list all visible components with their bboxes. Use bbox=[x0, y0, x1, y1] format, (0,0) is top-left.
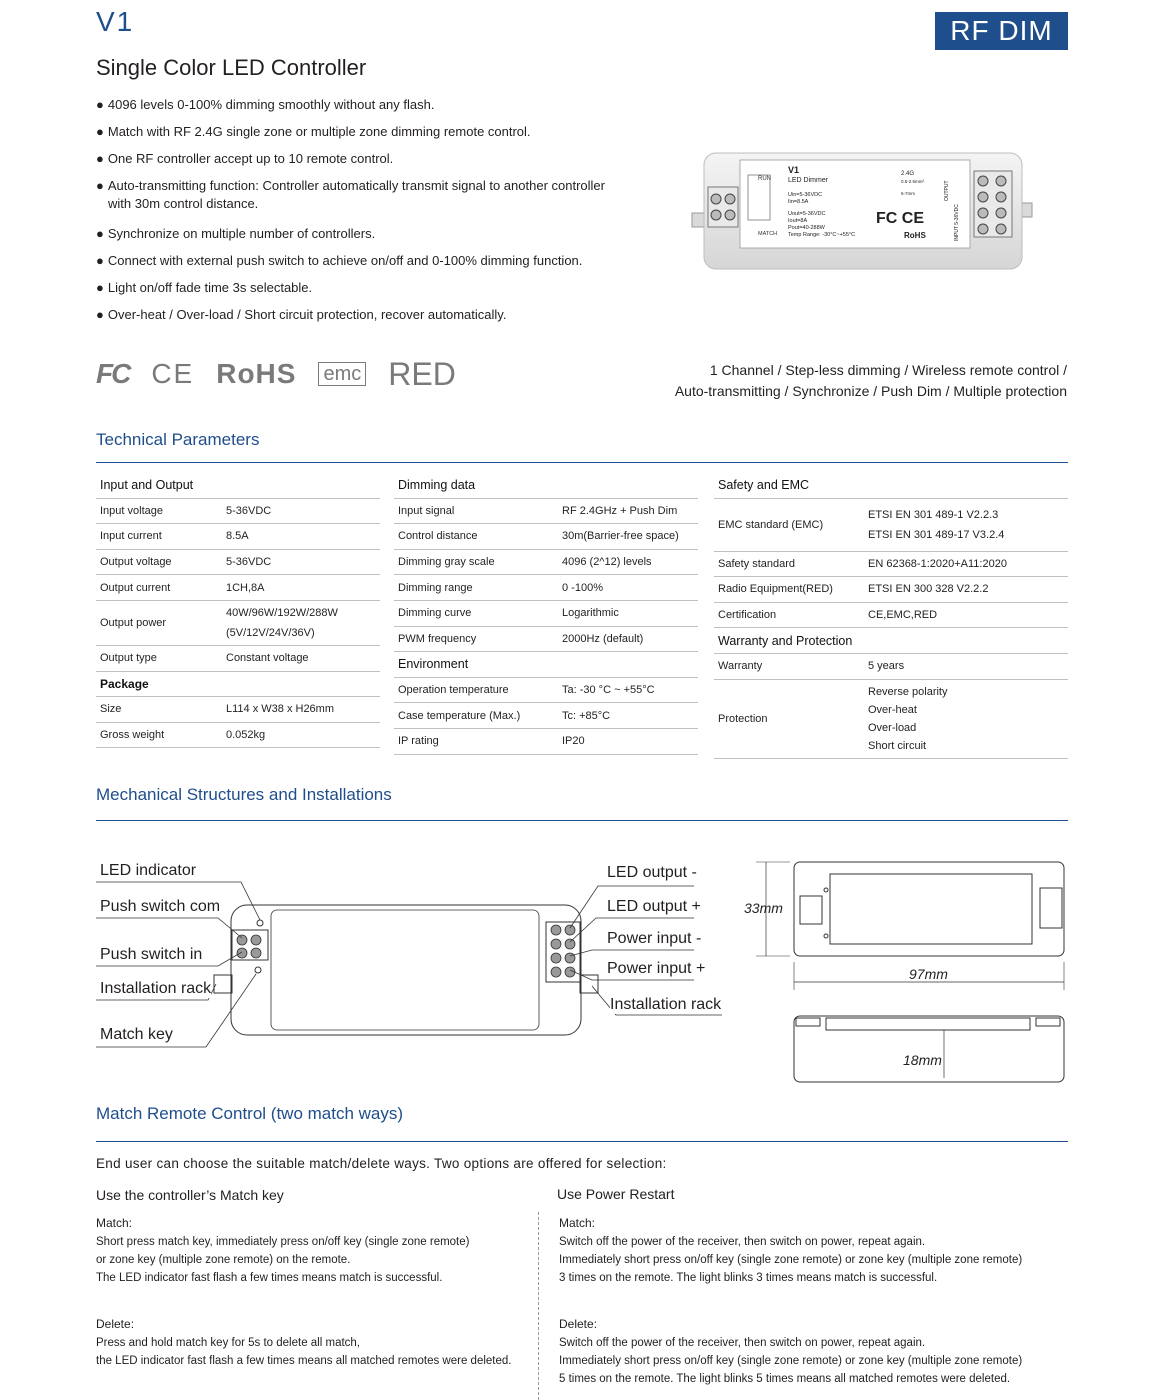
label-led-output-minus: LED output - bbox=[607, 864, 697, 881]
table-header: Input and Output bbox=[96, 473, 380, 498]
label-spec: Uin=5-36VDC bbox=[788, 192, 823, 198]
screw-icon bbox=[996, 176, 1006, 186]
table-header: Dimming data bbox=[394, 473, 698, 498]
screw-icon bbox=[251, 948, 261, 958]
left-match-head: Match: bbox=[96, 1216, 133, 1230]
bullet-icon: ● bbox=[96, 253, 104, 268]
label-push-switch-in: Push switch in bbox=[100, 946, 203, 963]
label-power-input-plus: Power input + bbox=[607, 960, 706, 977]
screw-icon bbox=[725, 210, 735, 220]
table-row: Radio Equipment(RED) ETSI EN 300 328 V2.2.2 bbox=[714, 577, 1068, 603]
table-header: Environment bbox=[394, 652, 698, 678]
side-view-outline bbox=[794, 1016, 1064, 1082]
top-view-terminal bbox=[800, 896, 822, 924]
feature-item: ● Connect with external push switch to achieve on/off and 0-100% dimming function. bbox=[96, 253, 583, 268]
table-input-output bbox=[96, 473, 380, 748]
table-dimming bbox=[394, 473, 698, 755]
feature-item: ● Match with RF 2.4G single zone or multiple zone dimming remote control. bbox=[96, 124, 531, 139]
table-row: Certification CE,EMC,RED bbox=[714, 602, 1068, 628]
wire-label: 0.5-2.5mm² bbox=[901, 179, 925, 184]
screw-icon bbox=[551, 925, 561, 935]
feature-item: ● 4096 levels 0-100% dimming smoothly without any flash. bbox=[96, 97, 435, 112]
ce-logo: CE bbox=[151, 358, 195, 389]
screw-icon bbox=[565, 939, 575, 949]
section-divider bbox=[96, 1141, 1068, 1142]
screw-icon bbox=[237, 935, 247, 945]
bullet-icon: ● bbox=[96, 178, 104, 193]
screw-icon bbox=[237, 948, 247, 958]
cover-panel bbox=[271, 910, 539, 1030]
bullet-icon: ● bbox=[96, 307, 104, 322]
certification-logos bbox=[96, 352, 456, 396]
bullet-icon: ● bbox=[96, 226, 104, 241]
label-installation-rack-right: Installation rack bbox=[610, 996, 722, 1013]
label-power-input-minus: Power input - bbox=[607, 930, 702, 947]
bullet-icon: ● bbox=[96, 151, 104, 166]
table-row: Input signal RF 2.4GHz + Push Dim bbox=[394, 498, 698, 524]
feature-item: ● Over-heat / Over-load / Short circuit protection, recover automatically. bbox=[96, 307, 507, 322]
table-row: Protection Reverse polarity Over-heat Over-load Short circuit bbox=[714, 679, 1068, 758]
table-row: Warranty 5 years bbox=[714, 653, 1068, 679]
table-row: Output voltage 5-36VDC bbox=[96, 549, 380, 575]
feature-item: ● One RF controller accept up to 10 remote control. bbox=[96, 151, 394, 166]
table-row: PWM frequency 2000Hz (default) bbox=[394, 626, 698, 652]
side-view-slot bbox=[826, 1018, 1030, 1030]
column-divider bbox=[538, 1212, 539, 1400]
match-intro: End user can choose the suitable match/delete ways. Two options are offered for selection: bbox=[96, 1156, 667, 1171]
leader-line bbox=[96, 918, 242, 938]
table-row: Dimming gray scale 4096 (2^12) levels bbox=[394, 549, 698, 575]
screw-icon bbox=[996, 208, 1006, 218]
side-view-tab bbox=[796, 1018, 820, 1026]
table-row: Dimming curve Logarithmic bbox=[394, 600, 698, 626]
top-view-outline bbox=[794, 862, 1064, 956]
strip-label: 6-7mm bbox=[901, 191, 916, 196]
bullet-icon: ● bbox=[96, 124, 104, 139]
table-row: IP rating IP20 bbox=[394, 728, 698, 754]
screw-icon bbox=[978, 224, 988, 234]
label-push-switch-com: Push switch com bbox=[100, 898, 221, 915]
left-delete-steps: Press and hold match key for 5s to delete all match, the LED indicator fast flash a few times means all matched remotes were deleted. bbox=[96, 1337, 512, 1367]
label-spec: Iin=8.5A bbox=[788, 199, 809, 205]
table-header: Warranty and Protection bbox=[714, 628, 1068, 654]
table-row: EMC standard (EMC) ETSI EN 301 489-1 V2.2.3 ETSI EN 301 489-17 V3.2.4 bbox=[714, 498, 1068, 551]
screw-icon bbox=[725, 194, 735, 204]
screw-icon bbox=[251, 935, 261, 945]
section-title-mechanical: Mechanical Structures and Installations bbox=[96, 785, 392, 804]
table-row: Input voltage 5-36VDC bbox=[96, 498, 380, 524]
screw-icon bbox=[978, 192, 988, 202]
right-delete-head: Delete: bbox=[559, 1317, 598, 1331]
dimension-height: 33mm bbox=[744, 900, 783, 916]
product-title: Single Color LED Controller bbox=[96, 55, 367, 80]
leader-line bbox=[570, 950, 694, 956]
top-view-panel bbox=[830, 874, 1032, 944]
product-photo bbox=[690, 145, 1035, 275]
match-key-icon bbox=[824, 934, 828, 938]
table-safety bbox=[714, 473, 1068, 759]
table-header: Safety and EMC bbox=[714, 473, 1068, 498]
controller-outline bbox=[231, 905, 581, 1035]
screw-icon bbox=[711, 194, 721, 204]
model-name: V1 bbox=[96, 6, 135, 37]
table-row: Safety standard EN 62368-1:2020+A11:2020 bbox=[714, 551, 1068, 577]
table-header: Package bbox=[96, 671, 380, 697]
left-delete-head: Delete: bbox=[96, 1317, 135, 1331]
dimension-length: 97mm bbox=[909, 966, 948, 982]
table-row: Size L114 x W38 x H26mm bbox=[96, 697, 380, 723]
feature-item: ● Light on/off fade time 3s selectable. bbox=[96, 280, 313, 295]
output-label: OUTPUT bbox=[944, 180, 950, 201]
right-match-steps: Switch off the power of the receiver, then switch on power, repeat again. Immediately short press on/off key (single zone remote) or zone key (multiple zone remote) 3 times on the remote. The light blinks 3 times means match is successful. bbox=[559, 1236, 1023, 1284]
side-view-tab bbox=[1036, 1018, 1060, 1026]
rohs-logo: RoHS bbox=[216, 358, 297, 389]
table-row: Output current 1CH,8A bbox=[96, 575, 380, 601]
screw-icon bbox=[978, 208, 988, 218]
table-row: Operation temperature Ta: -30 °C ~ +55°C bbox=[394, 677, 698, 703]
label-spec: Uout=5-36VDC bbox=[788, 211, 826, 217]
bullet-icon: ● bbox=[96, 280, 104, 295]
left-match-steps: Short press match key, immediately press on/off key (single zone remote) or zone key (multiple zone remote) on the remote. The LED indicator fast flash a few times means match is successful. bbox=[96, 1236, 470, 1284]
table-row: Control distance 30m(Barrier-free space) bbox=[394, 524, 698, 550]
label-led-output-plus: LED output + bbox=[607, 898, 701, 915]
label-rohs: RoHS bbox=[904, 231, 926, 240]
right-match-head: Match: bbox=[559, 1216, 596, 1230]
screw-icon bbox=[996, 192, 1006, 202]
section-divider bbox=[96, 462, 1068, 463]
section-divider bbox=[96, 820, 1068, 821]
label-marks: FC CE bbox=[876, 210, 924, 227]
label-spec: Pout=40-288W bbox=[788, 225, 825, 231]
screw-icon bbox=[565, 953, 575, 963]
dimension-thickness: 18mm bbox=[903, 1052, 942, 1068]
screw-icon bbox=[711, 210, 721, 220]
label-match-key: Match key bbox=[100, 1026, 173, 1043]
red-logo: RED bbox=[388, 355, 456, 392]
feature-item-continuation: with 30m control distance. bbox=[108, 196, 259, 211]
table-row: Gross weight 0.052kg bbox=[96, 722, 380, 748]
feature-item: ● Synchronize on multiple number of controllers. bbox=[96, 226, 376, 241]
category-badge: RF DIM bbox=[935, 12, 1068, 50]
screw-icon bbox=[551, 953, 561, 963]
label-installation-rack-left: Installation rack bbox=[100, 980, 212, 997]
label-spec: Temp Range: -30°C~+55°C bbox=[788, 232, 856, 238]
bullet-icon: ● bbox=[96, 97, 104, 112]
method-title-match-key: Use the controller’s Match key bbox=[96, 1187, 284, 1203]
emc-logo: emc bbox=[318, 362, 366, 386]
match-label: MATCH bbox=[758, 231, 778, 237]
table-row: Case temperature (Max.) Tc: +85°C bbox=[394, 703, 698, 729]
input-label: INPUT 5-36VDC bbox=[954, 204, 960, 241]
table-row: Output type Constant voltage bbox=[96, 645, 380, 671]
label-spec: Iout=8A bbox=[788, 218, 808, 224]
rf-label: 2.4G bbox=[901, 171, 915, 177]
screw-icon bbox=[565, 925, 575, 935]
label-led-indicator: LED indicator bbox=[100, 862, 197, 879]
table-row: Output power 40W/96W/192W/288W (5V/12V/24V/36V) bbox=[96, 600, 380, 645]
screw-icon bbox=[551, 967, 561, 977]
section-title-match: Match Remote Control (two match ways) bbox=[96, 1104, 404, 1123]
run-label: RUN bbox=[758, 176, 771, 182]
fcc-logo: FC bbox=[96, 358, 130, 389]
top-view-terminal bbox=[1040, 888, 1062, 928]
screw-icon bbox=[551, 939, 561, 949]
match-key-icon bbox=[255, 967, 261, 973]
label-model: V1 bbox=[788, 165, 800, 175]
feature-item: ● Auto-transmitting function: Controller automatically transmit signal to another controller bbox=[96, 178, 605, 193]
section-title-technical: Technical Parameters bbox=[96, 430, 260, 449]
led-indicator-icon bbox=[257, 920, 263, 926]
rack-left bbox=[214, 975, 232, 993]
feature-tagline: 1 Channel / Step-less dimming / Wireless remote control / Auto-transmitting / Synchronize / Push Dim / Multiple protection bbox=[674, 362, 1067, 399]
right-delete-steps: Switch off the power of the receiver, then switch on power, repeat again. Immediately short press on/off key (single zone remote) or zone key (multiple zone remote) 5 times on the remote. The light blinks 5 times means all matched remotes were deleted. bbox=[559, 1337, 1023, 1385]
terminal-left bbox=[708, 187, 738, 227]
method-title-power-restart: Use Power Restart bbox=[557, 1186, 675, 1202]
led-indicator-icon bbox=[824, 888, 828, 892]
feature-list bbox=[96, 96, 656, 333]
screw-icon bbox=[996, 224, 1006, 234]
table-row: Dimming range 0 -100% bbox=[394, 575, 698, 601]
screw-icon bbox=[978, 176, 988, 186]
label-name: LED Dimmer bbox=[788, 177, 829, 184]
table-row: Input current 8.5A bbox=[96, 524, 380, 550]
